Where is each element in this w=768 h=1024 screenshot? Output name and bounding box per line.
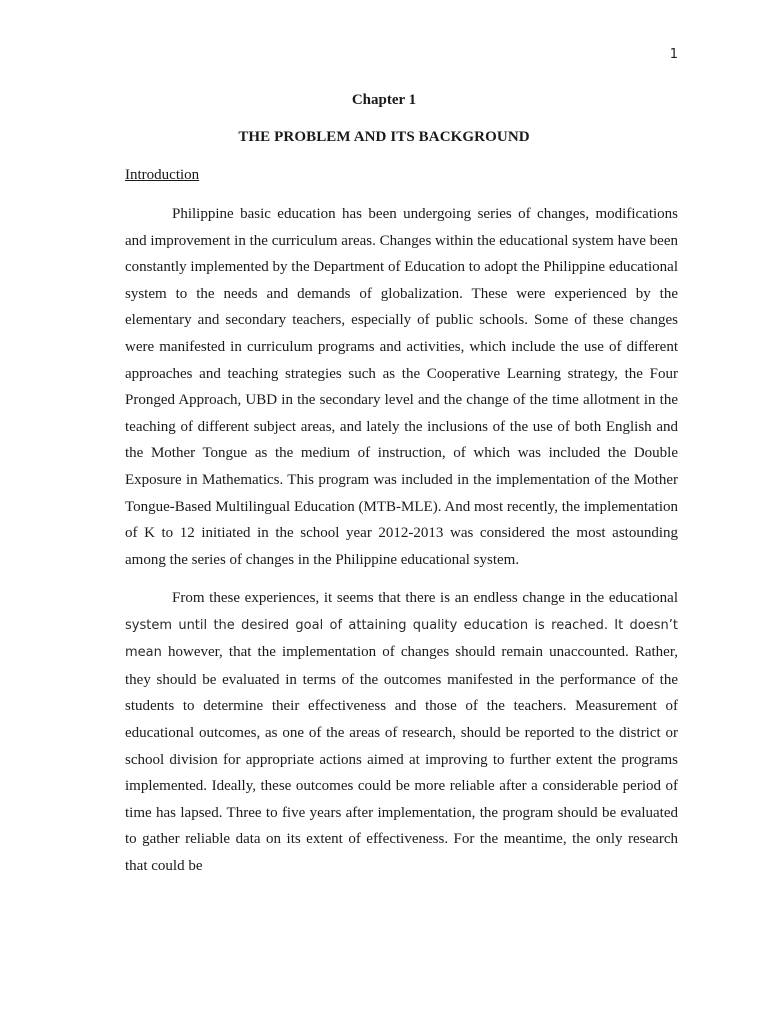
chapter-title: THE PROBLEM AND ITS BACKGROUND [238,129,530,145]
paragraph-1 [125,201,678,573]
paragraph-2-start: From these experiences, it seems that there is an endless change in the educational [172,590,678,606]
page-number: 1 [669,47,678,62]
chapter-label: Chapter 1 [351,92,417,108]
section-heading: Introduction [125,167,200,183]
paragraph-1-text: Philippine basic education has been undergoing series of changes, modifications and improvement in the curriculum areas. Changes within the educational system have been constantly implemented by the Department of Education to adopt the Philippine educational system to the needs and demands of globalization. These were experienced by the elementary and secondary teachers, especially of public schools. Some of these changes were manifested in curriculum programs and activities, which include the use of different approaches and teaching strategies such as the Cooperative Learning strategy, the Four Pronged Approach, UBD in the secondary level and the change of the time allotment in the teaching of different subject areas, and lately the inclusions of the use of both English and the Mother Tongue as the medium of instruction, of which was included the Double Exposure in Mathematics. This program was included in the implementation of the Mother Tongue-Based Multilingual Education (MTB-MLE). And most recently, the implementation of K to 12 initiated in the school year 2012-2013 was considered the most astounding among the series of changes in the Philippine educational system. [125,206,678,568]
paragraph-2-text [125,585,678,880]
paragraph-2-alt-font-run: system until the desired goal of attaining quality education is reached. It doesn’t mean [125,617,678,661]
paragraph-2 [125,585,678,880]
paragraph-2-rest: however, that the implementation of changes should remain unaccounted. Rather, they should be evaluated in terms of the outcomes manifested in the performance of the students to determine their effectiveness and those of the teachers. Measurement of educational outcomes, as one of the areas of research, should be reported to the district or school division for appropriate actions aimed at improving to further extent the programs implemented. Ideally, these outcomes could be more reliable after a considerable period of time has lapsed. Three to five years after implementation, the program should be evaluated to gather reliable data on its extent of effectiveness. For the meantime, the only research that could be [125,644,678,874]
